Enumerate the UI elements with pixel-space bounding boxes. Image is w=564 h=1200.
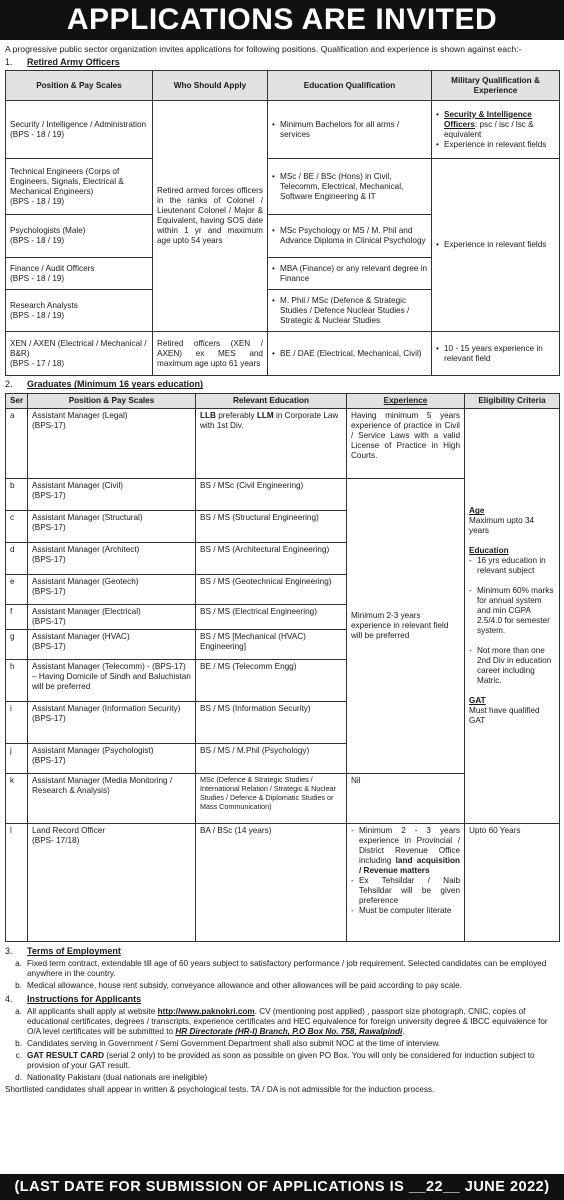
col-header: Position & Pay Scales [28, 394, 196, 409]
table-header-row [6, 394, 560, 409]
col-header: Who Should Apply [153, 71, 268, 101]
list-item: c. GAT RESULT CARD (serial 2 only) to be provided as soon as possible on given PO Box. You will only be considered for induction subject to provision of your GAT result. [15, 1051, 535, 1071]
ser-cell: e [6, 575, 28, 605]
page-title: APPLICATIONS ARE INVITED [0, 0, 564, 40]
last-date-banner: (LAST DATE FOR SUBMISSION OF APPLICATIONS IS __22__ JUNE 2022) [0, 1174, 564, 1200]
education-cell: BS / MS (Structural Engineering) [196, 511, 347, 543]
education-cell: BS / MS [Mechanical (HVAC) Engineering] [196, 630, 347, 660]
position-cell: Technical Engineers (Corps of Engineers, Signals, Electrical & Mechanical Engineers) (BPS - 18 / 19) [6, 159, 153, 215]
position-cell: Research Analysts (BPS - 18 / 19) [6, 290, 153, 332]
col-header: Position & Pay Scales [6, 71, 153, 101]
col-header: Military Qualification & Experience [432, 71, 560, 101]
position-cell: Assistant Manager (Media Monitoring / Research & Analysis) [28, 774, 196, 824]
education-cell: BS / MS (Architectural Engineering) [196, 543, 347, 575]
education-cell: • MSc Psychology or MS / M. Phil and Advance Diploma in Clinical Psychology [268, 215, 432, 258]
education-cell: • BE / DAE (Electrical, Mechanical, Civil) [268, 332, 432, 376]
position-cell: XEN / AXEN (Electrical / Mechanical / B&R) (BPS - 17 / 18) [6, 332, 153, 376]
position-cell: Assistant Manager (Psychologist) (BPS-17) [28, 744, 196, 774]
section-3-heading: 3. Terms of Employment [5, 946, 121, 957]
table-header-row [6, 71, 560, 101]
eligibility-cell: Age Maximum upto 34 years Education - 16 yrs education in relevant subject - Minimum 60% marks for annual system and min CGPA 2.5/4.0 for semester system. - Not more than one 2nd Div in education career including Matric. GAT Must have qualified GAT [465, 409, 560, 824]
ser-cell: k [6, 774, 28, 824]
section-4-heading: 4. Instructions for Applicants [5, 994, 142, 1005]
list-item: a. All applicants shall apply at website http://www.paknokri.com. CV (mentioning post applied) , passport size photograph, CNIC, copies of educational certificates, degrees / transcripts, experience certificates and HEC equivalence for foreign university degree & IBCC equivalence for O/A level certificates will be submitted to HR Directorate (HR-I) Branch, P.O Box No. 758, Rawalpindi. [15, 1007, 548, 1037]
position-cell: Assistant Manager (Structural) (BPS-17) [28, 511, 196, 543]
education-cell: BE / MS (Telecomm Engg) [196, 660, 347, 702]
list-item: b. Medical allowance, house rent subsidy, conveyance allowance and other allowances will be paid according to pay scale. [15, 981, 462, 991]
experience-cell: - Minimum 2 - 3 years experience in Provincial / District Revenue Office including land acquisition / Revenue matters - Ex Tehsildar / Naib Tehsildar will be given preference - Must be computer literate [347, 824, 465, 942]
col-header: Experience [347, 394, 465, 409]
experience-cell: Nil [347, 774, 465, 824]
postal-address: HR Directorate (HR-I) Branch, P.O Box No. 758, Rawalpindi [175, 1027, 403, 1037]
ser-cell: c [6, 511, 28, 543]
table-row [6, 101, 560, 159]
experience-cell: Minimum 2-3 years experience in relevant field will be preferred [347, 479, 465, 774]
website-link[interactable]: http://www.paknokri.com [157, 1007, 255, 1017]
education-cell: LLB preferably LLM in Corporate Law with 1st Div. [196, 409, 347, 479]
military-cell: • Experience in relevant fields [432, 159, 560, 332]
education-cell: • MBA (Finance) or any relevant degree in Finance [268, 258, 432, 290]
education-cell: BS / MSc (Civil Engineering) [196, 479, 347, 511]
section-1-heading: 1. Retired Army Officers [5, 57, 120, 68]
section-2-heading: 2. Graduates (Minimum 16 years education) [5, 379, 204, 390]
col-header: Ser [6, 394, 28, 409]
education-cell: • MSc / BE / BSc (Hons) in Civil, Telecomm, Electrical, Mechanical, Software Engineering & IT [268, 159, 432, 215]
intro-text: A progressive public sector organization invites applications for following positions. Qualification and experience is shown against each:- [5, 44, 522, 54]
eligibility-cell: Upto 60 Years [465, 824, 560, 942]
education-cell: BS / MS (Electrical Engineering) [196, 605, 347, 630]
terms-list [5, 959, 559, 991]
list-item: a. Fixed term contract, extendable till age of 60 years subject to satisfactory performance / job requirement. Selected candidates can be employed anywhere in the country. [15, 959, 547, 979]
position-cell: Assistant Manager (Geotech) (BPS-17) [28, 575, 196, 605]
ser-cell: b [6, 479, 28, 511]
education-cell: MSc (Defence & Strategic Studies / International Relation / Strategic & Nuclear Studies / Defence & Diplomatic Studies or Mass Communication) [196, 774, 347, 824]
education-cell: • M. Phil / MSc (Defence & Strategic Studies / Defence Nuclear Studies / Strategic & Nuclear Studies [268, 290, 432, 332]
ser-cell: a [6, 409, 28, 479]
ser-cell: l [6, 824, 28, 942]
ser-cell: i [6, 702, 28, 744]
position-cell: Assistant Manager (Information Security) (BPS-17) [28, 702, 196, 744]
ser-cell: d [6, 543, 28, 575]
education-cell: BS / MS / M.Phil (Psychology) [196, 744, 347, 774]
retired-officers-table [5, 70, 560, 376]
list-item: d. Nationality Pakistani (dual nationals are ineligible) [15, 1073, 208, 1083]
col-header: Education Qualification [268, 71, 432, 101]
ser-cell: f [6, 605, 28, 630]
ser-cell: j [6, 744, 28, 774]
shortlisted-note: Shortlisted candidates shall appear in written & psychological tests. TA / DA is not admissible for the induction process. [5, 1085, 435, 1095]
education-cell: BA / BSc (14 years) [196, 824, 347, 942]
education-cell: BS / MS (Geotechnical Engineering) [196, 575, 347, 605]
position-cell: Assistant Manager (Telecomm) - (BPS-17) – Having Domicile of Sindh and Baluchistan will be preferred [28, 660, 196, 702]
table-row [6, 332, 560, 376]
position-cell: Assistant Manager (Legal) (BPS-17) [28, 409, 196, 479]
position-cell: Psychologists (Male) (BPS - 18 / 19) [6, 215, 153, 258]
position-cell: Assistant Manager (Electrical) (BPS-17) [28, 605, 196, 630]
list-item: b. Candidates serving in Government / Semi Government Department shall also submit NOC at the time of interview. [15, 1039, 441, 1049]
who-should-apply-cell: Retired officers (XEN / AXEN) ex MES and maximum age upto 61 years [153, 332, 268, 376]
col-header: Eligibility Criteria [465, 394, 560, 409]
instructions-list [5, 1007, 559, 1083]
table-row [6, 159, 560, 215]
who-should-apply-cell: Retired armed forces officers in the ranks of Colonel / Lieutenant Colonel / Major & Equivalent, having SOS date within 1 yr and maximum age upto 54 years [153, 101, 268, 332]
education-cell: BS / MS (Information Security) [196, 702, 347, 744]
table-row [6, 409, 560, 479]
position-cell: Assistant Manager (Civil) (BPS-17) [28, 479, 196, 511]
ser-cell: g [6, 630, 28, 660]
military-cell: • Security & Intelligence Officers: psc / isc / lsc & equivalent • Experience in relevant fields [432, 101, 560, 159]
position-cell: Assistant Manager (HVAC) (BPS-17) [28, 630, 196, 660]
graduates-table [5, 393, 560, 942]
military-cell: • 10 - 15 years experience in relevant field [432, 332, 560, 376]
col-header: Relevant Education [196, 394, 347, 409]
experience-cell: Having minimum 5 years experience of practice in Civil / Service Laws with a valid License of Practice in High Courts. [347, 409, 465, 479]
position-cell: Land Record Officer (BPS- 17/18) [28, 824, 196, 942]
education-cell: • Minimum Bachelors for all arms / services [268, 101, 432, 159]
position-cell: Security / Intelligence / Administration (BPS - 18 / 19) [6, 101, 153, 159]
position-cell: Finance / Audit Officers (BPS - 18 / 19) [6, 258, 153, 290]
position-cell: Assistant Manager (Architect) (BPS-17) [28, 543, 196, 575]
ser-cell: h [6, 660, 28, 702]
table-row [6, 824, 560, 942]
